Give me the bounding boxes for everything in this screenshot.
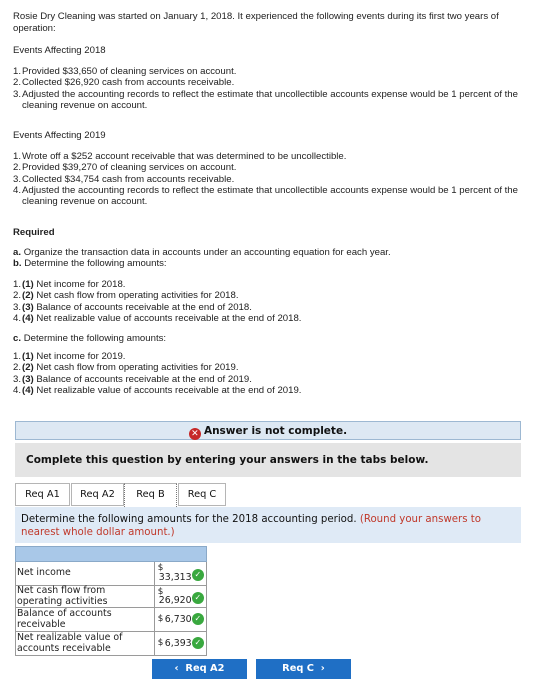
events-2018-list (13, 66, 533, 111)
list-item: 4. Adjusted the accounting records to reflect the estimate that uncollectible accounts expense would be 1 percent of the cleaning revenue on account. (13, 184, 518, 208)
ar-balance-field[interactable]: $ 6,730 ✓ (154, 608, 206, 632)
required-b-list (13, 279, 533, 324)
net-income-field[interactable]: $ 33,313 ✓ (154, 562, 206, 586)
list-item: 1. (1) Net income for 2019. (13, 351, 126, 362)
list-item: 1. Wrote off a $252 account receivable that was determined to be uncollectible. (13, 151, 347, 162)
check-icon: ✓ (192, 637, 204, 649)
check-icon: ✓ (192, 592, 204, 604)
required-b: b. Determine the following amounts: (13, 258, 167, 269)
list-item: 1. (1) Net income for 2018. (13, 279, 126, 290)
required-title: Required (13, 227, 55, 238)
prev-req-a2-button[interactable]: ‹ Req A2 (152, 659, 247, 679)
list-item: 3. Adjusted the accounting records to reflect the estimate that uncollectible accounts expense would be 1 percent of the cleaning revenue on account. (13, 88, 518, 111)
chevron-right-icon: › (320, 663, 325, 674)
row-label: Balance of accounts receivable (16, 608, 155, 632)
x-circle-icon: ✕ (189, 428, 201, 440)
table-header (16, 547, 207, 562)
net-income-value: 33,313 (158, 572, 192, 583)
list-item: 2. Provided $39,270 of cleaning services on account. (13, 162, 237, 174)
problem-intro: Rosie Dry Cleaning was started on January 1, 2018. It experienced the following events during its first two years of operation: (13, 11, 499, 34)
row-label: Net cash flow from operating activities (16, 586, 155, 608)
table-row (16, 586, 207, 608)
required-c: c. Determine the following amounts: (13, 333, 167, 344)
list-item: 3. (3) Balance of accounts receivable at the end of 2018. (13, 301, 252, 313)
table-row (16, 562, 207, 586)
tab-req-b[interactable]: Req B (124, 483, 177, 507)
list-item: 2. Collected $26,920 cash from accounts receivable. (13, 77, 235, 89)
next-req-c-button[interactable]: Req C › (256, 659, 351, 679)
ar-balance-value: 6,730 (164, 614, 192, 625)
row-label: Net income (16, 562, 155, 586)
tab-req-a2[interactable]: Req A2 (71, 483, 124, 506)
rounding-note: (Round your answers to nearest whole dollar amount.) (21, 514, 482, 538)
list-item: 4. (4) Net realizable value of accounts receivable at the end of 2018. (13, 312, 302, 324)
net-cash-flow-field[interactable]: $ 26,920 ✓ (154, 586, 206, 608)
events-2019-title: Events Affecting 2019 (13, 130, 106, 141)
list-item: 2. (2) Net cash flow from operating activities for 2019. (13, 362, 239, 374)
chevron-left-icon: ‹ (174, 663, 179, 674)
list-item: 4. (4) Net realizable value of accounts receivable at the end of 2019. (13, 384, 302, 396)
required-c-list (13, 351, 533, 396)
tab-panel-instruction: Determine the following amounts for the 2018 accounting period. (Round your answers to nearest whole dollar amount.) (15, 507, 521, 543)
required-a: a. Organize the transaction data in accounts under an accounting equation for each year. (13, 247, 391, 258)
list-item: 3. (3) Balance of accounts receivable at the end of 2019. (13, 373, 252, 385)
answer-status-banner (15, 421, 521, 440)
table-row (16, 632, 207, 656)
net-realizable-value-field[interactable]: $ 6,393 ✓ (154, 632, 206, 656)
list-item: 2. (2) Net cash flow from operating activities for 2018. (13, 290, 239, 302)
row-label: Net realizable value of accounts receivable (16, 632, 155, 656)
events-2018-title: Events Affecting 2018 (13, 45, 106, 56)
answer-status-text: Answer is not complete. (203, 425, 348, 437)
tab-req-c[interactable]: Req C (178, 483, 226, 506)
check-icon: ✓ (192, 613, 204, 625)
list-item: 3. Collected $34,754 cash from accounts receivable. (13, 173, 235, 185)
events-2019-list (13, 151, 533, 207)
instruction-box: Complete this question by entering your answers in the tabs below. (15, 443, 521, 477)
check-icon: ✓ (192, 569, 204, 581)
net-realizable-value: 6,393 (164, 638, 192, 649)
amounts-table (15, 546, 207, 656)
list-item: 1. Provided $33,650 of cleaning services on account. (13, 66, 237, 77)
tab-req-a1[interactable]: Req A1 (15, 483, 70, 506)
net-cash-flow-value: 26,920 (158, 595, 192, 606)
table-row (16, 608, 207, 632)
